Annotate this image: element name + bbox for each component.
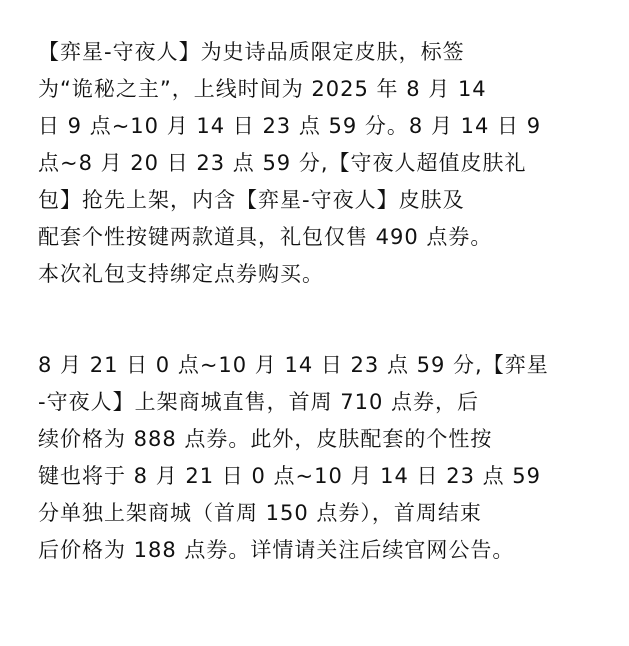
text-line: 【弈星-守夜人】为史诗品质限定皮肤，标签 (38, 40, 465, 64)
text-line: 分单独上架商城（首周 150 点券），首周结束 (38, 501, 482, 525)
paragraph-skin-gift-pack (38, 34, 598, 293)
text-line: 键也将于 8 月 21 日 0 点~10 月 14 日 23 点 59 (38, 464, 542, 488)
text-line: 为“诡秘之主”，上线时间为 2025 年 8 月 14 (38, 77, 487, 101)
paragraph-spacer (38, 293, 598, 347)
text-line: -守夜人】上架商城直售，首周 710 点券，后 (38, 390, 480, 414)
announcement-document (38, 34, 598, 569)
text-line: 日 9 点~10 月 14 日 23 点 59 分。8 月 14 日 9 (38, 114, 542, 138)
text-line: 8 月 21 日 0 点~10 月 14 日 23 点 59 分,【弈星 (38, 353, 549, 377)
text-line: 包】抢先上架，内含【弈星-守夜人】皮肤及 (38, 188, 465, 212)
text-line: 点~8 月 20 日 23 点 59 分,【守夜人超值皮肤礼 (38, 151, 527, 175)
text-line: 配套个性按键两款道具，礼包仅售 490 点券。 (38, 225, 493, 249)
paragraph-store-sale (38, 347, 598, 569)
text-line: 后价格为 188 点券。详情请关注后续官网公告。 (38, 538, 515, 562)
text-line: 续价格为 888 点券。此外，皮肤配套的个性按 (38, 427, 493, 451)
text-line: 本次礼包支持绑定点券购买。 (38, 262, 324, 286)
